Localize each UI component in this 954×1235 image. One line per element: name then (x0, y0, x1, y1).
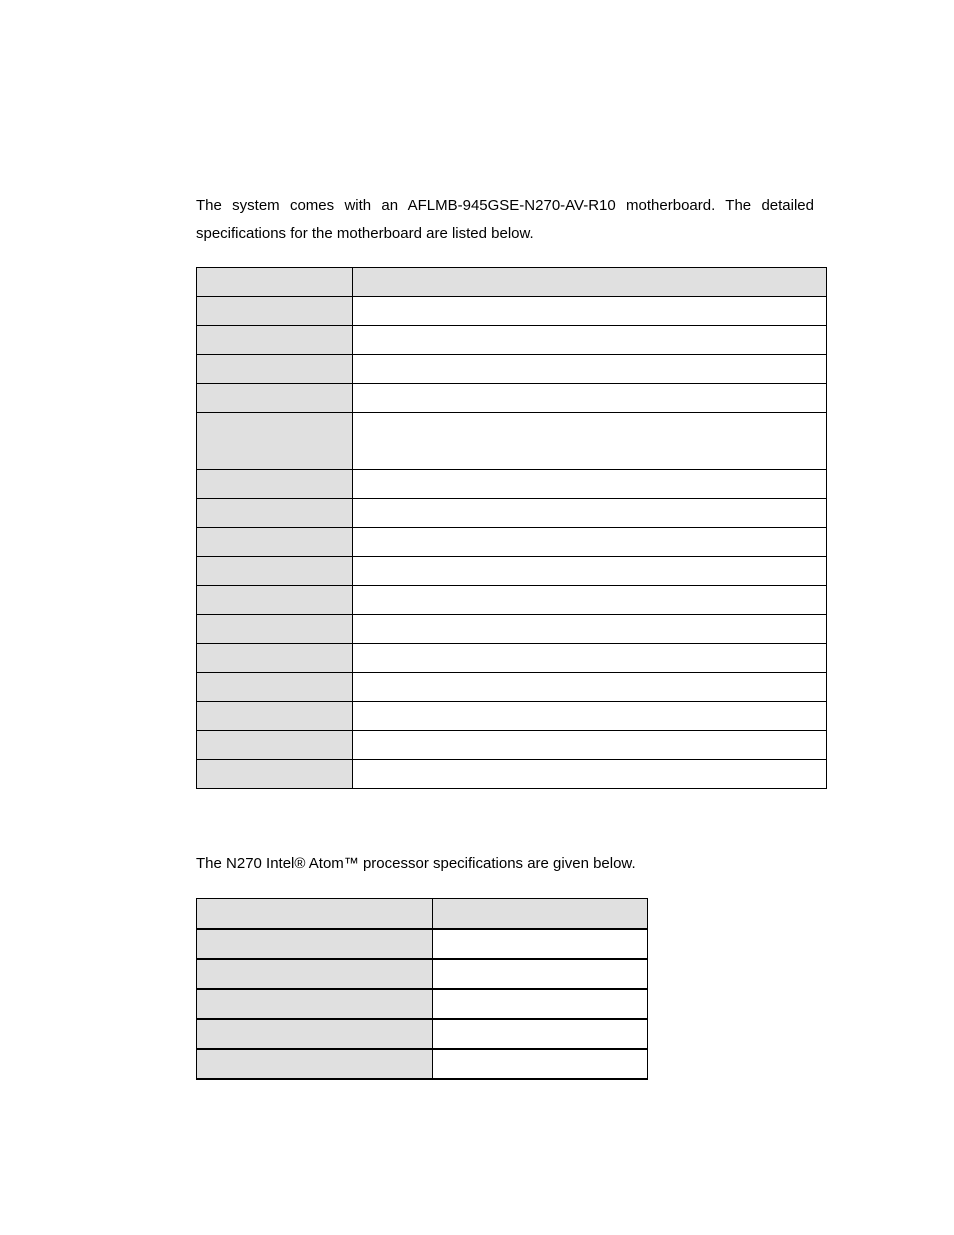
table-row (197, 673, 827, 702)
table-row (197, 989, 648, 1019)
table-row (197, 355, 827, 384)
motherboard-label-cell (197, 413, 353, 470)
motherboard-header-row (197, 268, 827, 297)
motherboard-label-cell (197, 586, 353, 615)
processor-spec-table (196, 898, 648, 1080)
processor-label-cell (197, 929, 433, 959)
motherboard-label-cell (197, 731, 353, 760)
motherboard-value-cell (353, 702, 827, 731)
motherboard-label-cell (197, 297, 353, 326)
table-row (197, 326, 827, 355)
processor-value-cell (433, 1049, 648, 1079)
processor-label-cell (197, 959, 433, 989)
processor-header-value-cell (433, 899, 648, 929)
motherboard-value-cell (353, 586, 827, 615)
motherboard-spec-table (196, 267, 827, 789)
table-row (197, 1019, 648, 1049)
motherboard-value-cell (353, 470, 827, 499)
motherboard-value-cell (353, 615, 827, 644)
table-row (197, 929, 648, 959)
motherboard-value-cell (353, 731, 827, 760)
table-row (197, 384, 827, 413)
table-row (197, 528, 827, 557)
motherboard-label-cell (197, 702, 353, 731)
motherboard-value-cell (353, 644, 827, 673)
processor-header-row (197, 899, 648, 929)
motherboard-value-cell (353, 499, 827, 528)
motherboard-value-cell (353, 326, 827, 355)
processor-label-cell (197, 1019, 433, 1049)
motherboard-value-cell (353, 760, 827, 789)
processor-value-cell (433, 929, 648, 959)
motherboard-value-cell (353, 297, 827, 326)
motherboard-label-cell (197, 384, 353, 413)
table-row (197, 557, 827, 586)
table-row (197, 297, 827, 326)
motherboard-label-cell (197, 499, 353, 528)
motherboard-label-cell (197, 326, 353, 355)
motherboard-value-cell (353, 384, 827, 413)
motherboard-header-label-cell (197, 268, 353, 297)
motherboard-spec-table-body (197, 268, 827, 789)
motherboard-label-cell (197, 615, 353, 644)
motherboard-value-cell (353, 557, 827, 586)
processor-value-cell (433, 1019, 648, 1049)
motherboard-intro-paragraph: The system comes with an AFLMB-945GSE-N270-AV-R10 motherboard. The detailed specifications for the motherboard are listed below. (196, 197, 814, 242)
processor-value-cell (433, 989, 648, 1019)
processor-spec-table-body (197, 899, 648, 1079)
motherboard-label-cell (197, 760, 353, 789)
motherboard-value-cell (353, 673, 827, 702)
motherboard-header-value-cell (353, 268, 827, 297)
motherboard-value-cell (353, 413, 827, 470)
processor-label-cell (197, 989, 433, 1019)
motherboard-label-cell (197, 673, 353, 702)
table-row (197, 413, 827, 470)
table-row (197, 760, 827, 789)
motherboard-label-cell (197, 470, 353, 499)
table-row (197, 499, 827, 528)
table-row (197, 702, 827, 731)
table-row (197, 615, 827, 644)
table-row (197, 586, 827, 615)
table-row (197, 731, 827, 760)
processor-value-cell (433, 959, 648, 989)
processor-label-cell (197, 1049, 433, 1079)
table-row (197, 959, 648, 989)
motherboard-value-cell (353, 528, 827, 557)
processor-intro-paragraph: The N270 Intel® Atom™ processor specifications are given below. (196, 855, 636, 872)
motherboard-label-cell (197, 557, 353, 586)
table-row (197, 470, 827, 499)
motherboard-label-cell (197, 644, 353, 673)
motherboard-label-cell (197, 355, 353, 384)
motherboard-value-cell (353, 355, 827, 384)
motherboard-label-cell (197, 528, 353, 557)
table-row (197, 644, 827, 673)
processor-header-label-cell (197, 899, 433, 929)
table-row (197, 1049, 648, 1079)
